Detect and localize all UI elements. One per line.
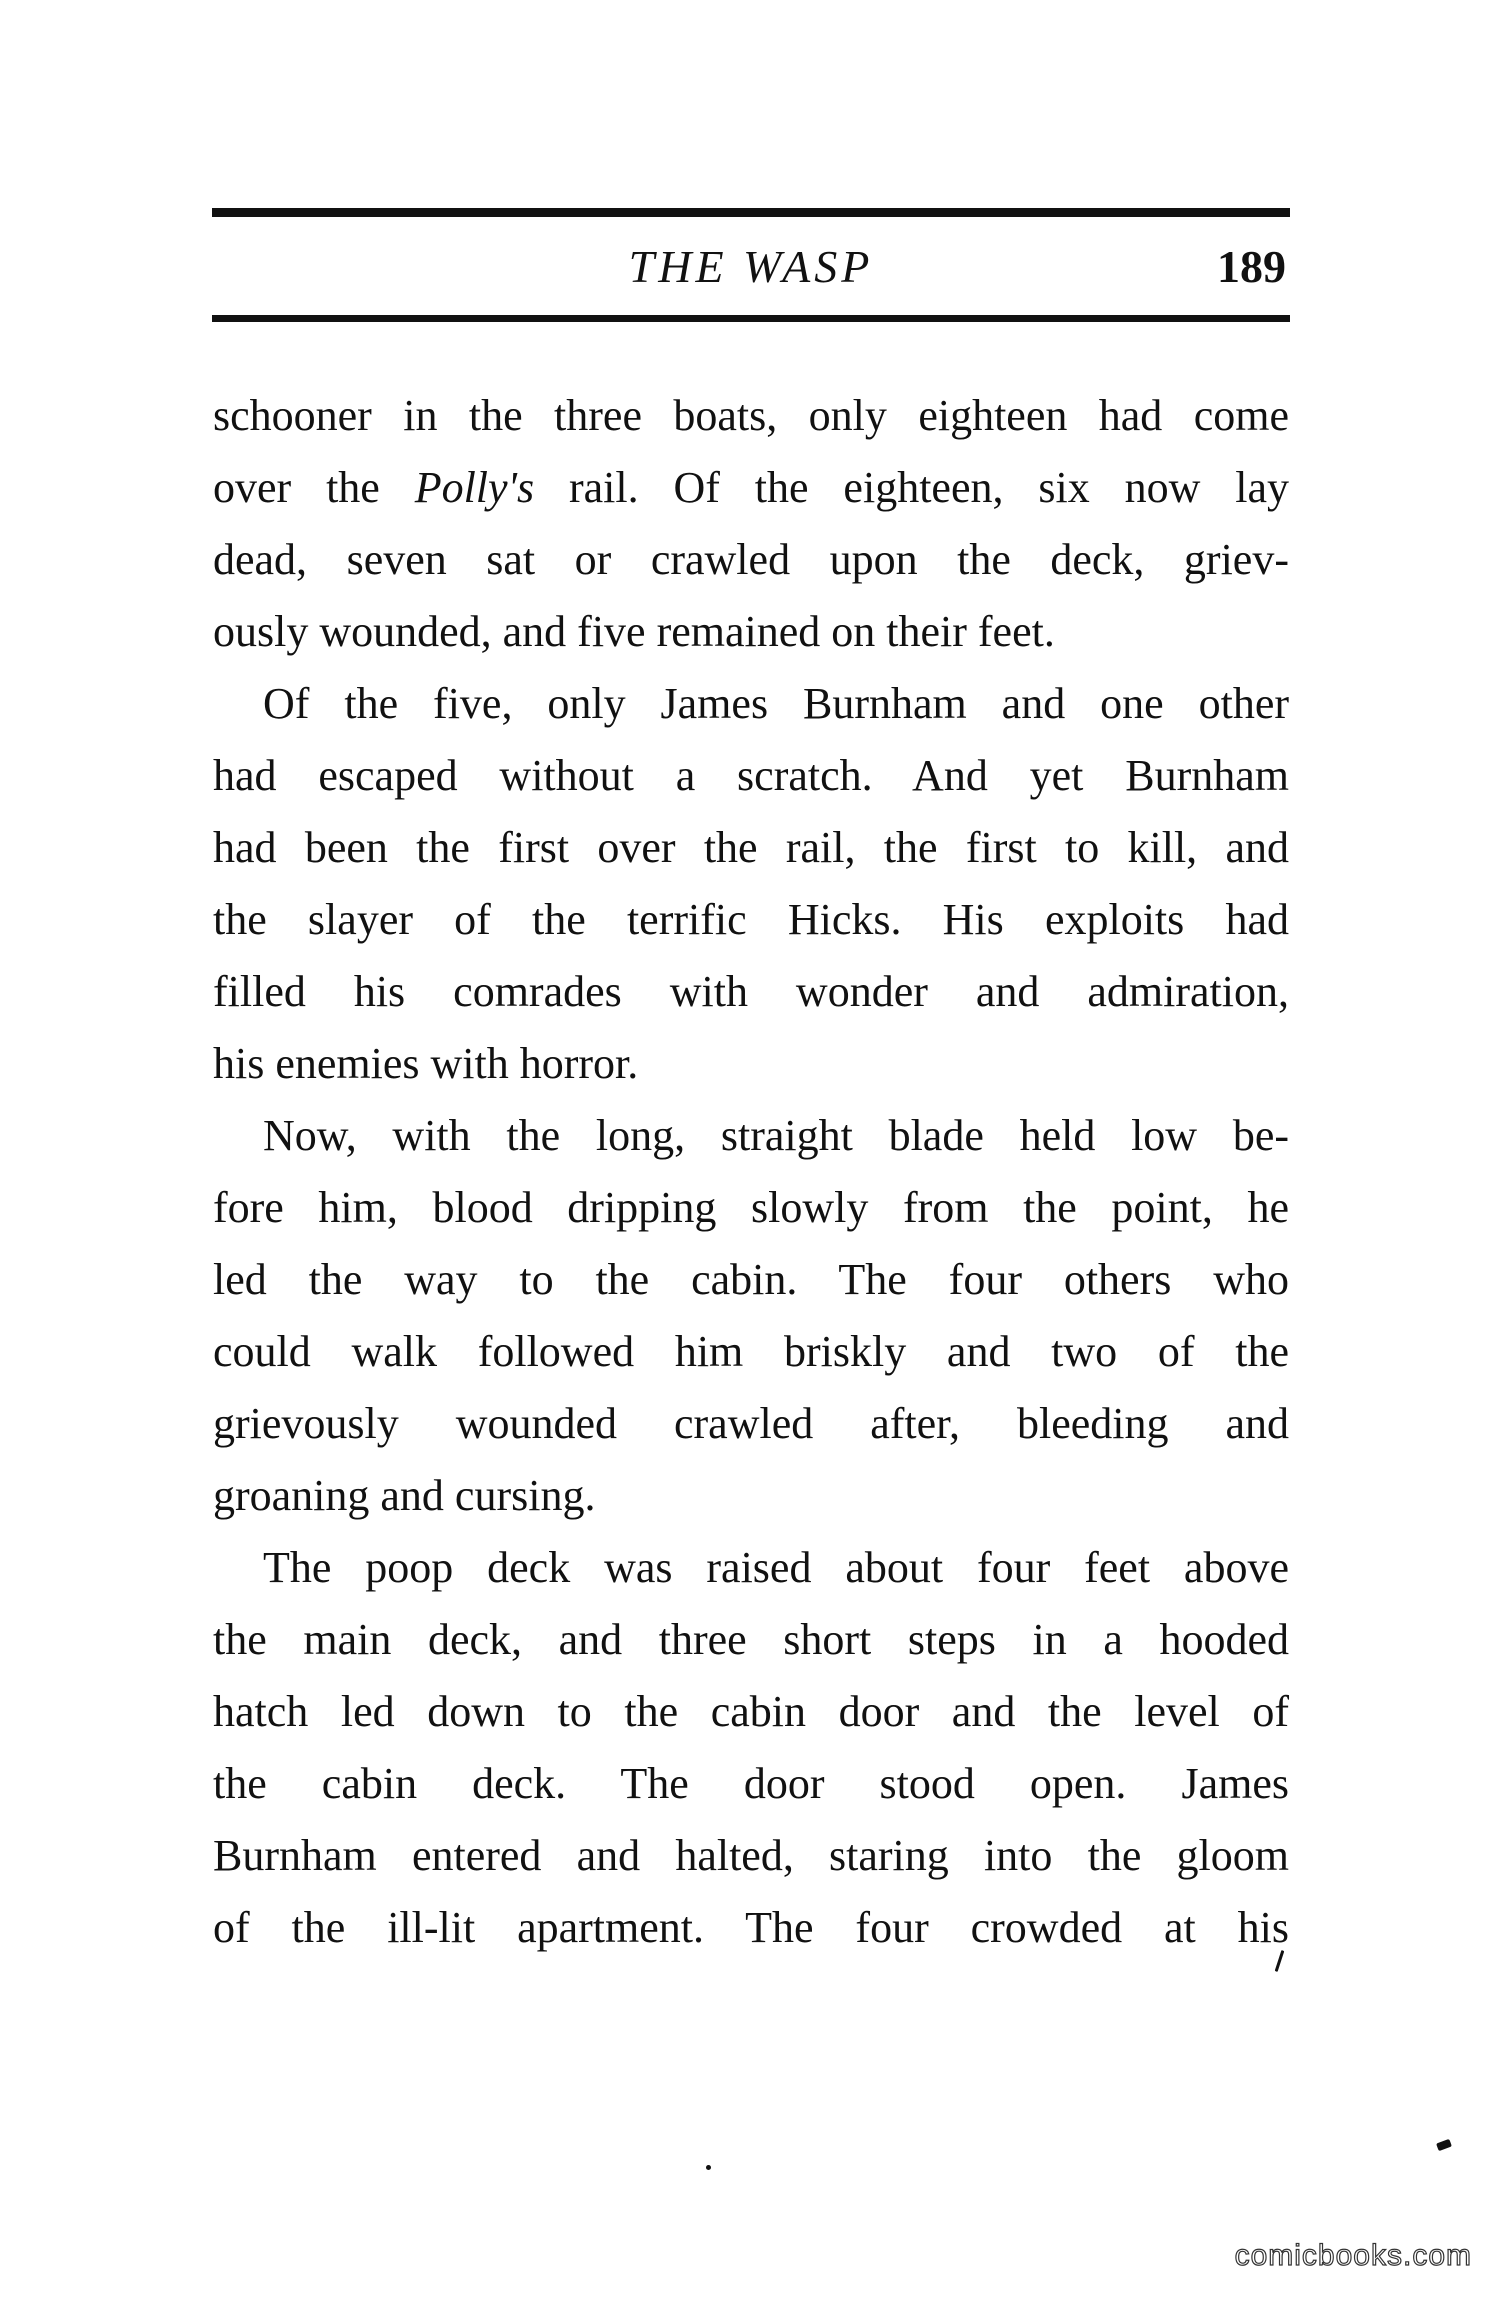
running-title: THE WASP: [628, 241, 874, 292]
body-line: hatch led down to the cabin door and the level of: [213, 1687, 1289, 1736]
body-line-suffix: rail. Of the eighteen, six now lay: [534, 463, 1289, 512]
header-rule-top: [212, 208, 1290, 217]
body-line: filled his comrades with wonder and admiration,: [213, 967, 1289, 1016]
body-line-prefix: over the: [213, 463, 415, 512]
body-line: The poop deck was raised about four feet above: [263, 1543, 1289, 1592]
body-line: could walk followed him briskly and two of the: [213, 1327, 1289, 1376]
watermark-text: comicbooks.com: [1234, 2239, 1472, 2272]
body-line: Burnham entered and halted, staring into the gloom: [213, 1831, 1289, 1880]
body-line: led the way to the cabin. The four others who: [213, 1255, 1289, 1304]
body-line: the main deck, and three short steps in a hooded: [213, 1615, 1289, 1664]
body-line: dead, seven sat or crawled upon the deck, griev-: [213, 535, 1289, 584]
body-line: groaning and cursing.: [213, 1471, 596, 1520]
running-head: [212, 232, 1290, 302]
page-number: 189: [1217, 241, 1286, 292]
header-rule-bottom: [212, 315, 1290, 322]
body-line: ously wounded, and five remained on their feet.: [213, 607, 1055, 656]
scan-speck: [1436, 2139, 1452, 2151]
body-line: schooner in the three boats, only eighteen had come: [213, 391, 1289, 440]
scan-speck: [706, 2165, 711, 2170]
body-line: grievously wounded crawled after, bleeding and: [213, 1399, 1289, 1448]
body-line: of the ill-lit apartment. The four crowded at his: [213, 1903, 1289, 1952]
page-body-text: [213, 380, 1289, 1964]
body-line: had escaped without a scratch. And yet Burnham: [213, 751, 1289, 800]
body-line: fore him, blood dripping slowly from the point, he: [213, 1183, 1289, 1232]
body-line: his enemies with horror.: [213, 1039, 639, 1088]
body-line: Now, with the long, straight blade held low be-: [263, 1111, 1289, 1160]
body-line: the slayer of the terrific Hicks. His exploits had: [213, 895, 1289, 944]
body-line-italic-name: [213, 452, 1289, 524]
ship-name-italic: Polly's: [414, 463, 535, 512]
body-line: Of the five, only James Burnham and one other: [263, 679, 1289, 728]
body-line: had been the first over the rail, the first to kill, and: [213, 823, 1289, 872]
body-line: the cabin deck. The door stood open. James: [213, 1759, 1289, 1808]
